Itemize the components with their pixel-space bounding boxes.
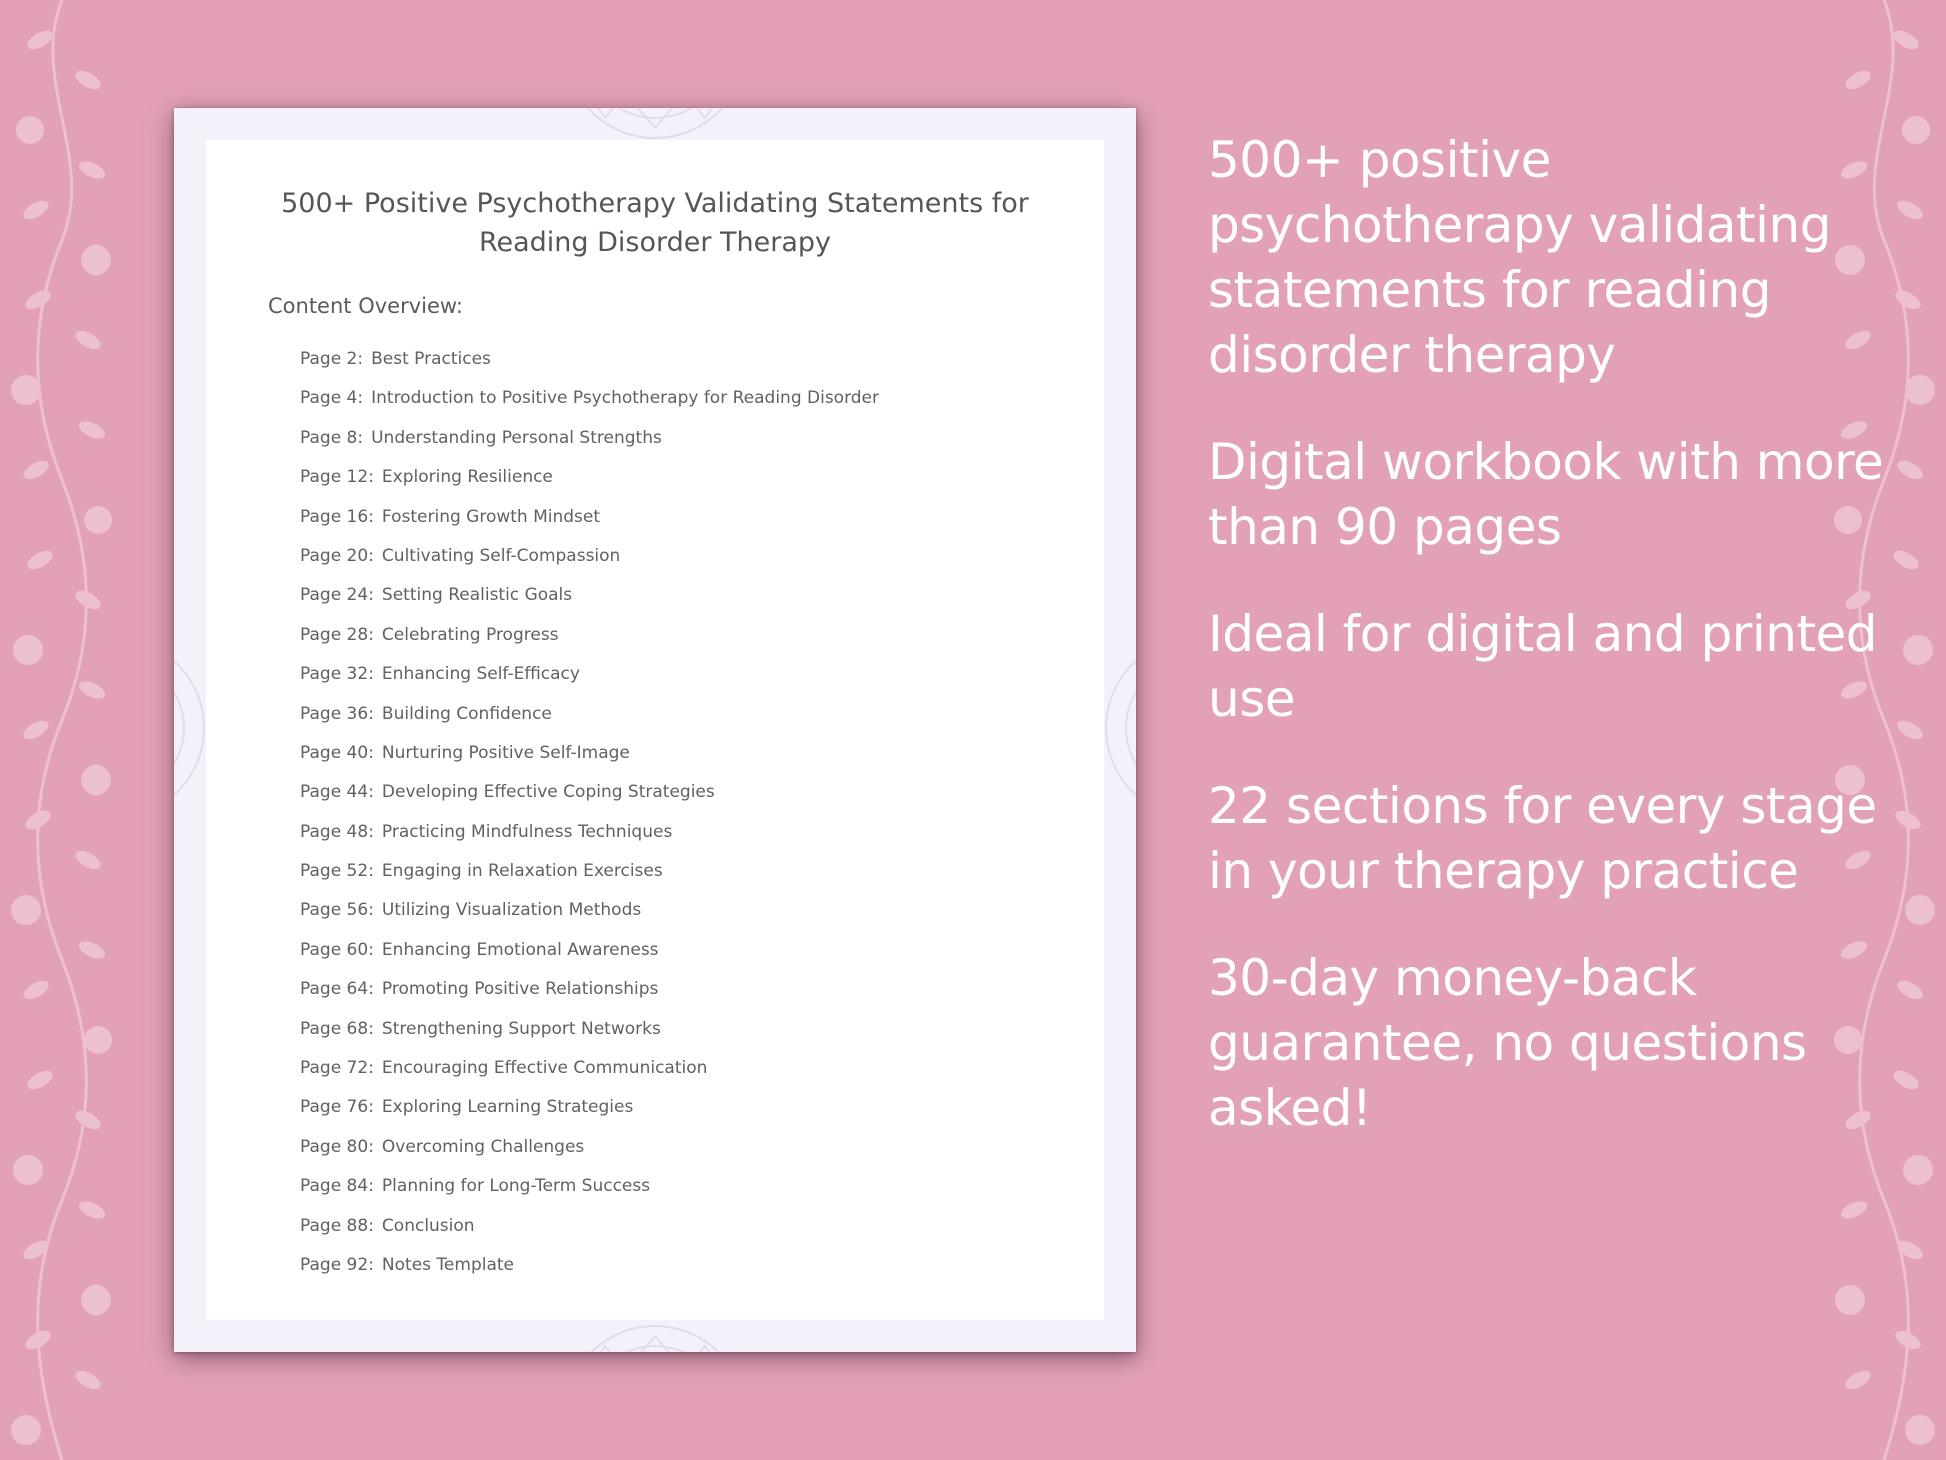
toc-section: Understanding Personal Strengths [371, 427, 662, 448]
toc-section: Celebrating Progress [381, 624, 559, 645]
toc-item [300, 1010, 879, 1049]
toc-page-number: Page 8: [300, 427, 364, 448]
toc-page-number: Page 80: [300, 1136, 374, 1157]
toc-item [300, 537, 879, 576]
content-overview-label: Content Overview: [268, 294, 463, 318]
document-page [174, 108, 1136, 1352]
toc-section: Practicing Mindfulness Techniques [381, 821, 673, 842]
toc-item [300, 773, 879, 812]
mandala-bottom-icon [515, 1316, 795, 1352]
toc-item [300, 458, 879, 497]
toc-section: Notes Template [381, 1254, 514, 1275]
toc-item [300, 1088, 879, 1127]
toc-section: Strengthening Support Networks [381, 1018, 661, 1039]
toc-page-number: Page 44: [300, 782, 374, 803]
toc-page-number: Page 68: [300, 1018, 374, 1039]
toc-page-number: Page 32: [300, 664, 374, 685]
document-title: 500+ Positive Psychotherapy Validating Statements for Reading Disorder Therapy [281, 188, 1029, 258]
toc-page-number: Page 76: [300, 1097, 374, 1118]
toc-section: Overcoming Challenges [381, 1136, 585, 1157]
toc-item [300, 852, 879, 891]
document-content [206, 140, 1104, 1320]
toc-page-number: Page 20: [300, 545, 374, 566]
toc-item [300, 419, 879, 458]
toc-item [300, 695, 879, 734]
toc-page-number: Page 60: [300, 939, 374, 960]
toc-section: Utilizing Visualization Methods [381, 900, 642, 921]
toc-section: Encouraging Effective Communication [381, 1058, 708, 1079]
toc-item [300, 655, 879, 694]
toc-section: Promoting Positive Relationships [381, 979, 659, 1000]
toc-item [300, 576, 879, 615]
toc-item [300, 734, 879, 773]
toc-page-number: Page 92: [300, 1254, 374, 1275]
toc-section: Exploring Resilience [381, 467, 553, 488]
toc-page-number: Page 56: [300, 900, 374, 921]
toc-item [300, 1049, 879, 1088]
feature-statements: 500+ positive psychotherapy validating statements for reading disorder therapy [1208, 131, 1831, 384]
toc-section: Planning for Long-Term Success [381, 1176, 651, 1197]
floral-vine-left-icon [0, 0, 130, 1460]
feature-usage: Ideal for digital and printed use [1208, 605, 1878, 728]
toc-section: Developing Effective Coping Strategies [381, 782, 715, 803]
toc-page-number: Page 72: [300, 1058, 374, 1079]
toc-page-number: Page 52: [300, 861, 374, 882]
toc-section: Exploring Learning Strategies [381, 1097, 634, 1118]
toc-item [300, 616, 879, 655]
toc-section: Cultivating Self-Compassion [381, 545, 621, 566]
toc-page-number: Page 36: [300, 703, 374, 724]
toc-item [300, 379, 879, 418]
toc-section: Enhancing Self-Efficacy [381, 664, 580, 685]
table-of-contents [300, 340, 879, 1285]
toc-item [300, 931, 879, 970]
toc-section: Conclusion [381, 1215, 475, 1236]
feature-sections: 22 sections for every stage in your therapy practice [1208, 777, 1877, 900]
toc-section: Best Practices [371, 349, 491, 369]
toc-page-number: Page 40: [300, 742, 374, 763]
toc-page-number: Page 24: [300, 585, 374, 606]
feature-guarantee: 30-day money-back guarantee, no questions asked! [1208, 949, 1807, 1137]
toc-page-number: Page 4: [300, 388, 364, 409]
toc-item [300, 970, 879, 1009]
toc-item [300, 340, 879, 379]
toc-item [300, 1207, 879, 1246]
toc-page-number: Page 48: [300, 821, 374, 842]
toc-page-number: Page 64: [300, 979, 374, 1000]
toc-section: Building Confidence [381, 703, 552, 724]
toc-item [300, 498, 879, 537]
toc-item [300, 891, 879, 930]
toc-page-number: Page 16: [300, 506, 374, 527]
feature-list [1208, 128, 1908, 1183]
toc-section: Nurturing Positive Self-Image [381, 742, 630, 763]
toc-section: Setting Realistic Goals [381, 585, 573, 606]
toc-section: Engaging in Relaxation Exercises [381, 861, 663, 882]
toc-item [300, 1246, 879, 1285]
feature-page-count: Digital workbook with more than 90 pages [1208, 433, 1884, 556]
toc-item [300, 1167, 879, 1206]
toc-item [300, 1128, 879, 1167]
toc-page-number: Page 28: [300, 624, 374, 645]
toc-section: Enhancing Emotional Awareness [381, 939, 659, 960]
toc-page-number: Page 88: [300, 1215, 374, 1236]
toc-page-number: Page 2: [300, 349, 364, 369]
toc-page-number: Page 12: [300, 467, 374, 488]
toc-section: Fostering Growth Mindset [381, 506, 601, 527]
toc-item [300, 813, 879, 852]
toc-section: Introduction to Positive Psychotherapy for Reading Disorder [371, 388, 880, 409]
toc-page-number: Page 84: [300, 1176, 374, 1197]
